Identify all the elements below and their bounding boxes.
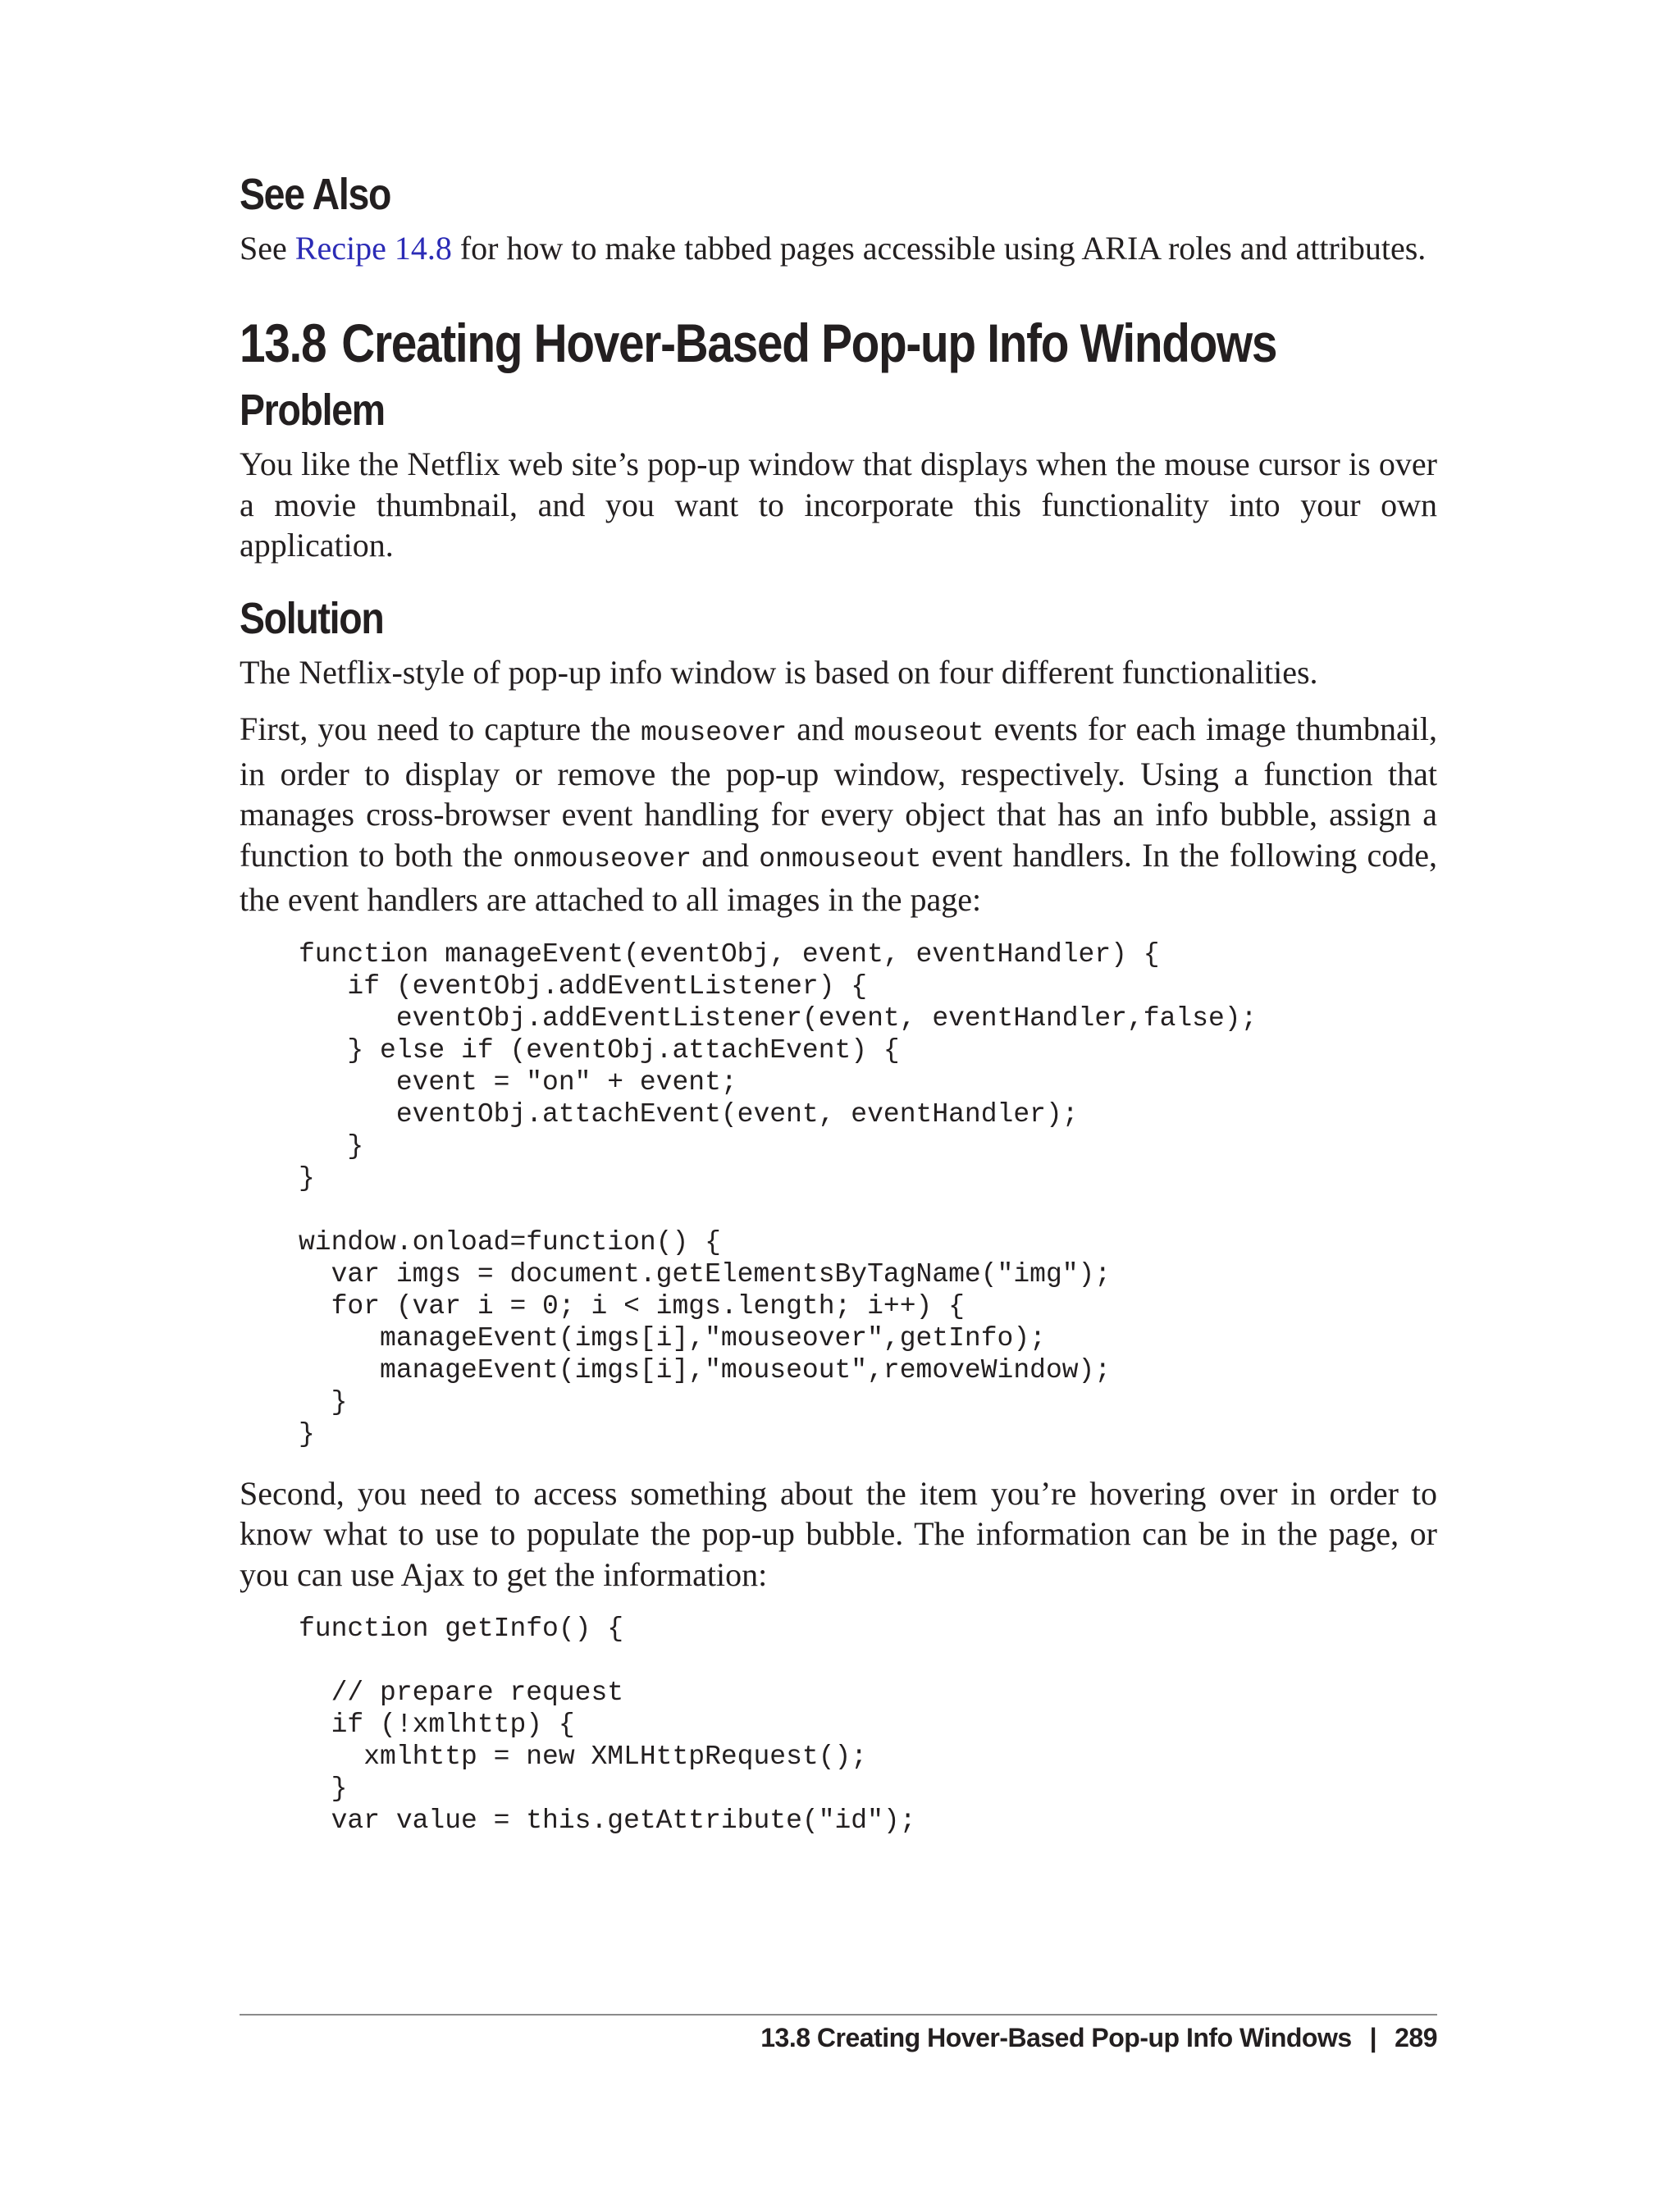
solution-paragraph-2 <box>240 709 1437 920</box>
para2-text-2: and <box>787 710 855 748</box>
see-also-text-after: for how to make tabbed pages accessible using ARIA roles and attributes. <box>451 229 1427 267</box>
footer-rule <box>240 2014 1437 2016</box>
page-footer <box>760 2023 1437 2053</box>
running-title: 13.8 Creating Hover-Based Pop-up Info Windows <box>760 2023 1352 2052</box>
page-number: 289 <box>1395 2023 1437 2052</box>
solution-heading: Solution <box>240 593 384 643</box>
problem-paragraph: You like the Netflix web site’s pop-up window that displays when the mouse cursor is over a movie thumbnail, and you want to incorporate this functionality into your own application. <box>240 445 1437 564</box>
para2-text-5: event handlers. In the following code, the event handlers are attached to all images in the page: <box>240 836 1437 919</box>
para2-text-1: First, you need to capture the <box>240 710 641 748</box>
code-onmouseover: onmouseover <box>513 843 692 874</box>
section-heading <box>240 311 1277 376</box>
problem-heading: Problem <box>240 386 385 436</box>
section-number: 13.8 <box>240 313 326 374</box>
recipe-link[interactable]: Recipe 14.8 <box>294 229 452 267</box>
section-title: Creating Hover-Based Pop-up Info Windows <box>341 313 1277 374</box>
footer-separator: | <box>1369 2023 1377 2052</box>
code-onmouseout: onmouseout <box>759 843 922 874</box>
see-also-text-before: See <box>240 229 295 267</box>
see-also-paragraph <box>240 228 1437 269</box>
code-mouseover: mouseover <box>641 718 788 749</box>
para2-text-3: events for each image thumbnail, in order to display or remove the pop-up window, respectively. Using a function that manages cross-browser event handling for every object that has an info bubble, assign a function to both the <box>240 710 1437 874</box>
solution-paragraph-3: Second, you need to access something about the item you’re hovering over in order to know what to use to populate the pop-up bubble. The information can be in the page, or you can use Ajax to get the information: <box>240 1474 1437 1593</box>
page-content <box>240 168 1437 1837</box>
solution-paragraph-1: The Netflix-style of pop-up info window is based on four different functionalities. <box>240 653 1318 691</box>
code-block-event-handlers: function manageEvent(eventObj, event, eventHandler) { if (eventObj.addEventListener) { eventObj.addEventListener(event, eventHandler,false); } else if (eventObj.attachEvent) { event = "on" + event; eventObj.attachEvent(event, eventHandler); } } window.onload=function() { var imgs = document.getElementsByTagName("img"); for (var i = 0; i < imgs.length; i++) { manageEvent(imgs[i],"mouseover",getInfo); manageEvent(imgs[i],"mouseout",removeWindow); } } <box>299 938 1258 1449</box>
code-mouseout: mouseout <box>854 718 984 749</box>
see-also-heading: See Also <box>240 170 391 219</box>
code-block-get-info: function getInfo() { // prepare request if (!xmlhttp) { xmlhttp = new XMLHttpRequest(); } var value = this.getAttribute("id"); <box>299 1614 916 1837</box>
para2-text-4: and <box>692 836 760 874</box>
